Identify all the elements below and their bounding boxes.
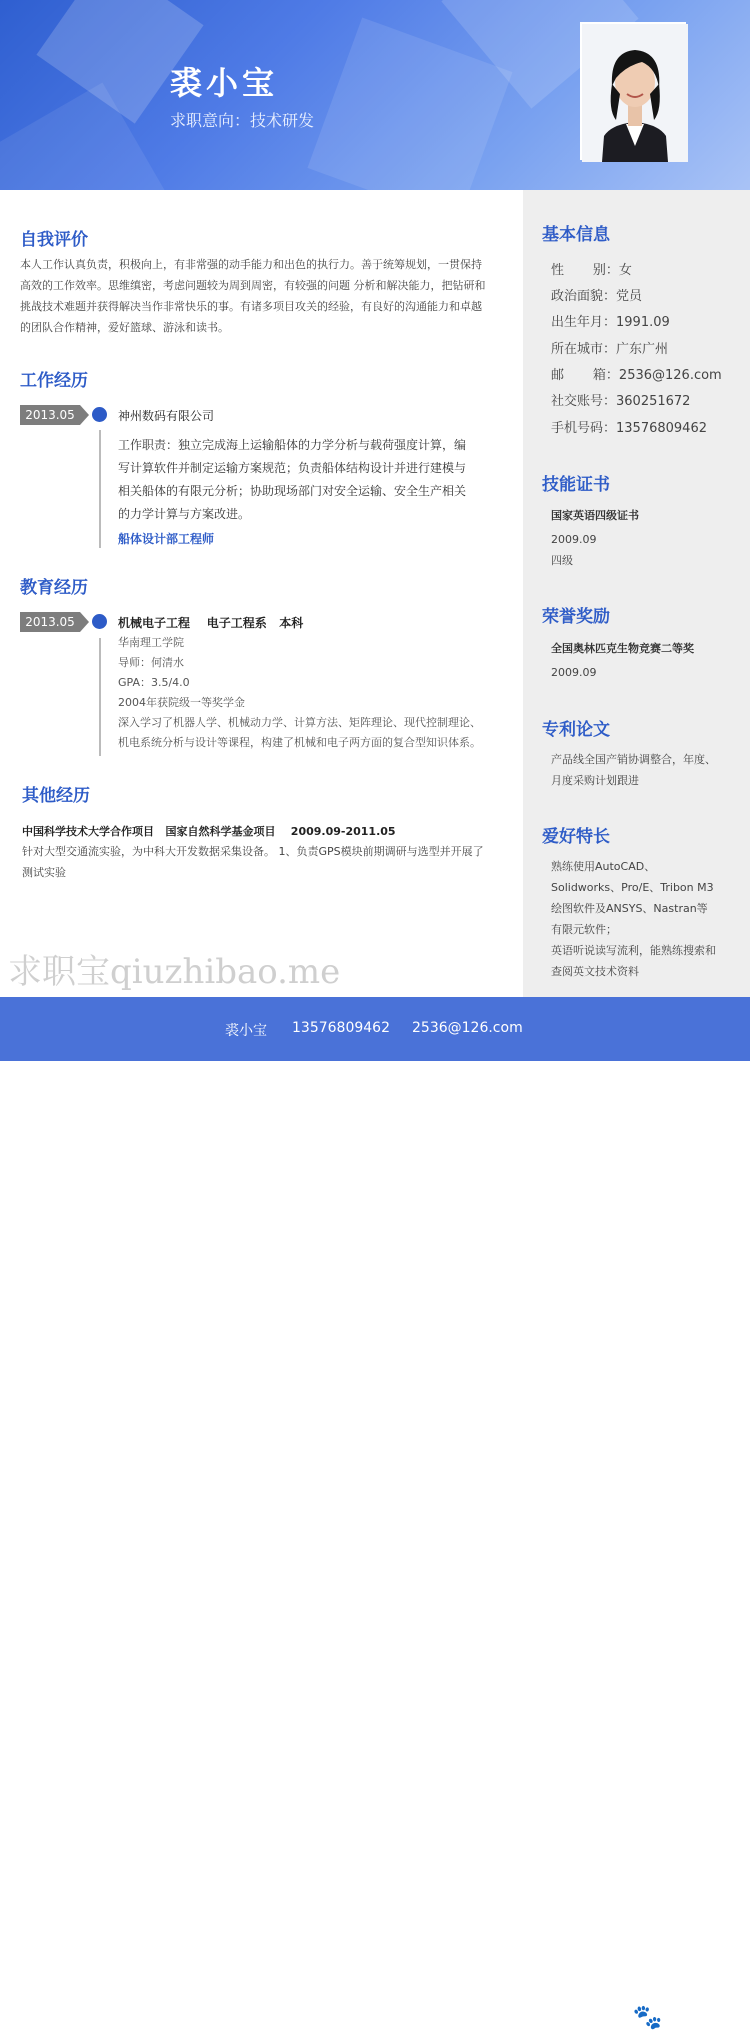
footer-name: 裘小宝 (225, 1023, 267, 1039)
hobbies-text: 熟练使用AutoCAD、 Solidworks、Pro/E、Tribon M3 绘图软件及ANSYS、Nastran等 有限元软件； 英语听说读写流利，能熟练搜索和 查阅英文技术资料 (551, 860, 716, 978)
cert-details: 2009.09 四级 (551, 533, 597, 567)
profile-photo (580, 22, 686, 160)
job-intent: 求职意向：技术研发 (170, 111, 315, 130)
baidu-url: jingyan.baidu.com (590, 2029, 710, 2044)
skills-cert-title: 技能证书 (542, 475, 610, 495)
watermark-text: 求职宝qiuzhibao.me (8, 952, 341, 992)
honors-title: 荣誉奖励 (542, 607, 610, 627)
header-banner (0, 0, 750, 190)
info-gender: 性 别：女 (551, 263, 632, 278)
candidate-name: 裘小宝 (170, 64, 279, 102)
patents-text: 产品线全国产销协调整合，年度、 月度采购计划跟进 (551, 753, 716, 787)
work-duty: 工作职责：独立完成海上运输船体的力学分析与载荷强度计算，编 写计算软件并制定运输方案规范；负责船体结构设计并进行建模与 相关船体的有限元分析；协助现场部门对安全运输、安全生产相关 的力学计算与方案改进。 (118, 438, 467, 521)
other-project-head: 中国科学技术大学合作项目 国家自然科学基金项目 2009.09-2011.05 (22, 825, 396, 838)
info-birth: 出生年月：1991.09 (551, 315, 670, 330)
patents-title: 专利论文 (542, 720, 610, 740)
honor-date: 2009.09 (551, 666, 597, 679)
honor-name: 全国奥林匹克生物竞赛二等奖 (551, 642, 694, 655)
self-eval-text: 本人工作认真负责，积极向上，有非常强的动手能力和出色的执行力。善于统筹规划，一贯保持 高效的工作效率。思维缜密，考虑问题较为周到周密，有较强的问题 分析和解决能力，把钻研和 挑战技术难题并获得解决当作非常快乐的事。有诸多项目攻关的经验，有良好的沟通能力和卓越 的团队合作精神，爱好篮球、游泳和读书。 (20, 258, 486, 334)
basic-info-title: 基本信息 (542, 225, 610, 245)
edu-details: 华南理工学院 导师：何清水 GPA：3.5/4.0 2004年获院级一等奖学金 深入学习了机器人学、机械动力学、计算方法、矩阵理论、现代控制理论、 机电系统分析与设计等课程，构建了机械和电子两方面的复合型知识体系。 (118, 636, 481, 749)
work-position: 船体设计部工程师 (118, 532, 215, 546)
timeline-line (99, 638, 101, 756)
other-text: 针对大型交通流实验，为中科大开发数据采集设备。 1、负责GPS模块前期调研与选型并开展了 测试实验 (22, 845, 484, 879)
work-date-tag: 2013.05 (20, 405, 80, 425)
info-politics: 政治面貌：党员 (551, 289, 643, 304)
work-title: 工作经历 (20, 371, 88, 391)
info-email: 邮 箱：2536@126.com (551, 368, 722, 383)
timeline-dot (92, 614, 107, 629)
footer-email: 2536@126.com (412, 1020, 523, 1036)
edu-date-tag: 2013.05 (20, 612, 80, 632)
footer-phone: 13576809462 (292, 1020, 390, 1036)
info-social: 社交账号：360251672 (551, 394, 691, 409)
other-title: 其他经历 (22, 786, 90, 806)
info-phone: 手机号码：13576809462 (551, 421, 707, 436)
hobbies-title: 爱好特长 (542, 827, 610, 847)
footer-bar (0, 997, 750, 2044)
cert-name: 国家英语四级证书 (551, 509, 639, 522)
education-title: 教育经历 (20, 578, 88, 598)
info-city: 所在城市：广东广州 (551, 342, 669, 357)
edu-major: 机械电子工程 电子工程系 本科 (118, 616, 304, 630)
baidu-logo-text: Bai🐾经验 (590, 2003, 711, 2031)
work-company: 神州数码有限公司 (118, 409, 215, 423)
self-eval-title: 自我评价 (20, 230, 88, 250)
timeline-line (99, 430, 101, 548)
timeline-dot (92, 407, 107, 422)
